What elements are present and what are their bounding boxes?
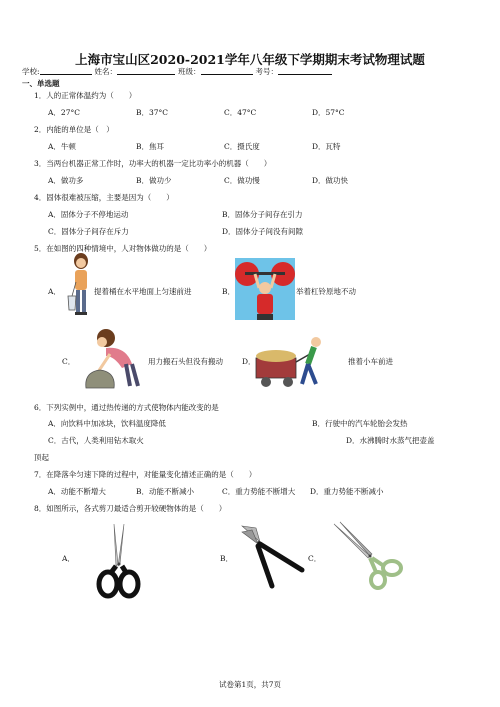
- q5-option-d-text: 推着小车前进: [348, 357, 393, 366]
- q2-option-b: B．焦耳: [136, 142, 165, 151]
- q6-option-c: C．古代，人类利用钻木取火: [48, 436, 144, 445]
- q4-option-a: A．固体分子不停地运动: [48, 210, 129, 219]
- page-title: 上海市宝山区2020-2021学年八年级下学期期末考试物理试题: [75, 52, 425, 67]
- page-footer: 试卷第1页，共7页: [218, 680, 282, 689]
- exam-no-label: 考号：: [255, 67, 279, 76]
- q5-option-b-letter: B．: [222, 287, 236, 296]
- class-blank: [201, 66, 253, 75]
- scissors-a-image: [96, 522, 140, 598]
- question-8-stem: 8．如图所示，各式剪刀最适合剪开较硬物体的是（ ）: [34, 504, 227, 513]
- scissors-c-image: [330, 520, 408, 590]
- exam-no-blank: [278, 66, 332, 75]
- school-label: 学校:: [22, 67, 40, 76]
- q5-option-c-letter: C．: [62, 357, 76, 366]
- q4-option-c: C．固体分子间存在斥力: [48, 227, 129, 236]
- q3-option-a: A．做功多: [48, 176, 84, 185]
- q4-option-d: D．固体分子间没有间隙: [222, 227, 304, 236]
- name-blank: [117, 66, 175, 75]
- question-6-stem: 6．下列实例中，通过热传递的方式使物体内能改变的是: [34, 403, 219, 412]
- question-3-stem: 3．当两台机器正常工作时，功率大的机器一定比功率小的机器（ ）: [34, 159, 272, 168]
- q2-option-c: C．摄氏度: [224, 142, 260, 151]
- q4-option-b: B．固体分子间存在引力: [222, 210, 303, 219]
- question-7-stem: 7．在降落伞匀速下降的过程中，对能量变化描述正确的是（ ）: [34, 470, 257, 479]
- person-carrying-bucket-image: [66, 252, 96, 320]
- question-5-stem: 5．在如图的四种情境中，人对物体做功的是（ ）: [34, 244, 212, 253]
- q7-option-a: A．动能不断增大: [48, 487, 106, 496]
- person-pushing-cart-image: [254, 334, 334, 390]
- q2-option-d: D．瓦特: [312, 142, 341, 151]
- q1-option-a: A．27°C: [48, 108, 80, 117]
- school-blank: [40, 66, 92, 75]
- q2-option-a: A．牛顿: [48, 142, 76, 151]
- q3-option-d: D．做功快: [312, 176, 349, 185]
- question-2-stem: 2．内能的单位是（ ）: [34, 125, 114, 134]
- q6-option-a: A．向饮料中加冰块，饮料温度降低: [48, 419, 166, 428]
- q6-option-d: D．水沸腾时水蒸气把壶盖: [346, 436, 435, 445]
- question-4-stem: 4．固体很难被压缩，主要是因为（ ）: [34, 193, 174, 202]
- q8-option-c-letter: C．: [308, 554, 322, 563]
- q1-option-d: D．57°C: [312, 108, 345, 117]
- question-1-stem: 1．人的正常体温约为（ ）: [34, 91, 137, 100]
- q5-option-a-letter: A．: [48, 287, 61, 296]
- q7-option-c: C．重力势能不断增大: [222, 487, 296, 496]
- q8-option-a-letter: A．: [62, 554, 75, 563]
- section-title: 一、单选题: [22, 79, 60, 88]
- q1-option-b: B．37°C: [136, 108, 169, 117]
- pruning-shears-b-image: [238, 522, 308, 592]
- q3-option-b: B．做功少: [136, 176, 172, 185]
- q7-option-b: B．动能不断减小: [136, 487, 195, 496]
- q5-option-a-text: 提着桶在水平地面上匀速前进: [94, 287, 192, 296]
- name-label: 姓名：: [94, 67, 118, 76]
- student-info-line: [22, 66, 335, 77]
- q7-option-d: D．重力势能不断减小: [310, 487, 384, 496]
- q3-option-c: C．做功慢: [224, 176, 260, 185]
- q5-option-c-text: 用力搬石头但没有搬动: [148, 357, 223, 366]
- q6-option-b: B．行驶中的汽车轮胎会发热: [312, 419, 408, 428]
- q5-option-d-letter: D．: [242, 357, 256, 366]
- q1-option-c: C．47°C: [224, 108, 257, 117]
- q8-option-b-letter: B．: [220, 554, 234, 563]
- q6-option-d-continued: 顶起: [34, 453, 49, 462]
- weightlifter-image: [235, 258, 295, 320]
- class-label: 班级：: [178, 67, 201, 76]
- q5-option-b-text: 举着杠铃原地不动: [296, 287, 356, 296]
- person-lifting-stone-image: [76, 328, 148, 390]
